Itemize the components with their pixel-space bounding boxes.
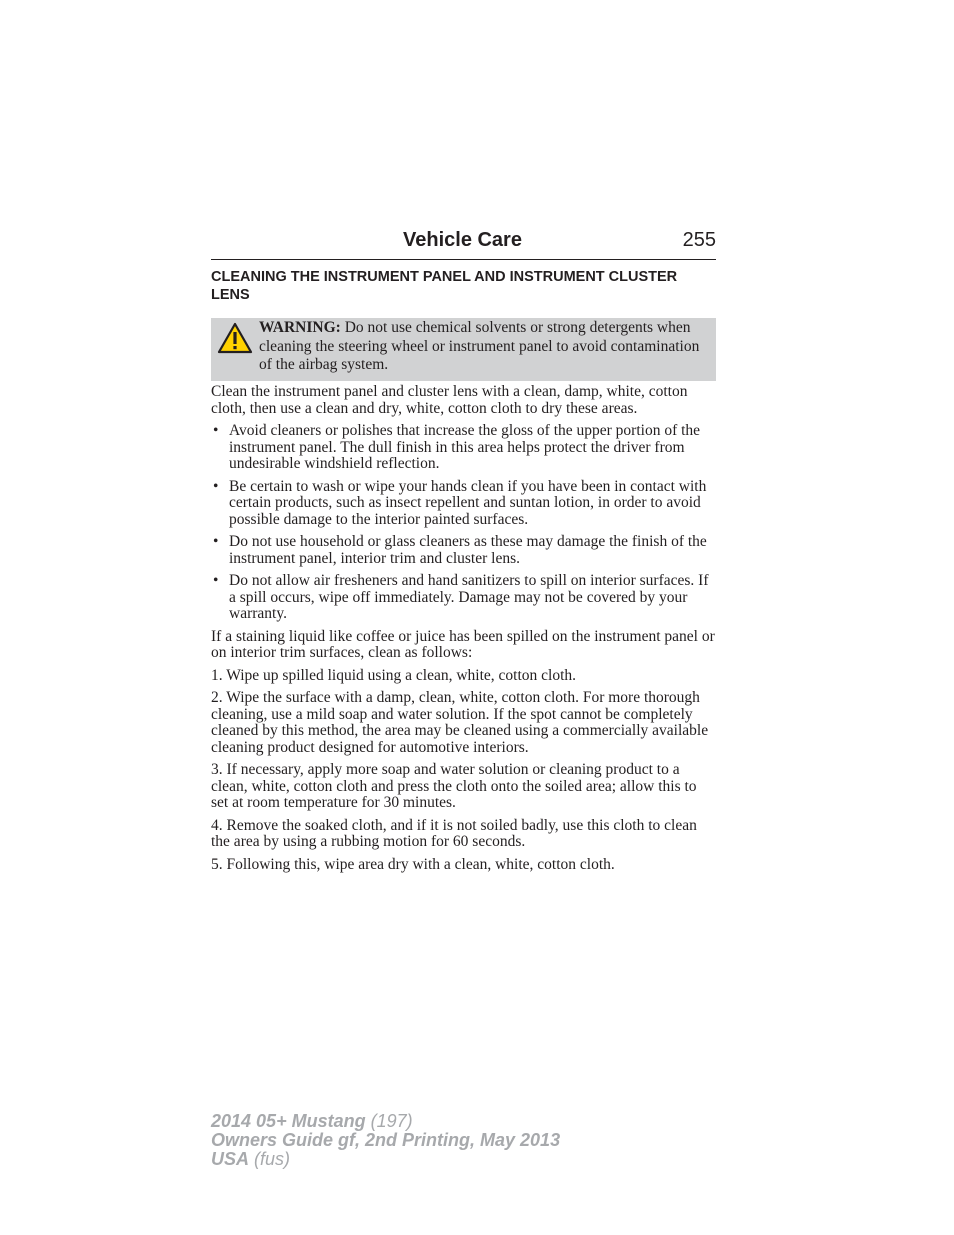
list-item: • Be certain to wash or wipe your hands clean if you have been in contact with certain products, such as insect repellent and suntan lotion, in order to avoid possible damage to the interior painted surfaces. [213, 477, 707, 528]
bullet-list [211, 423, 716, 623]
section-heading: CLEANING THE INSTRUMENT PANEL AND INSTRUMENT CLUSTER LENS [211, 269, 678, 303]
warning-triangle-icon [216, 321, 254, 357]
body-content [211, 384, 716, 879]
warning-box [211, 318, 716, 381]
step-item: 4. Remove the soaked cloth, and if it is not soiled badly, use this cloth to clean the area by using a rubbing motion for 60 seconds. [211, 816, 697, 850]
page-header [211, 229, 716, 260]
page-number: 255 [682, 229, 716, 251]
list-item: • Avoid cleaners or polishes that increase the gloss of the upper portion of the instrument panel. The dull finish in this area helps protect the driver from undesirable windshield reflection. [213, 422, 701, 472]
list-item: • Do not allow air fresheners and hand sanitizers to spill on interior surfaces. If a spill occurs, wipe off immediately. Damage may not be covered by your warranty. [213, 572, 709, 622]
footer-line-1: 2014 05+ Mustang (197) [211, 1111, 413, 1131]
step-item: 1. Wipe up spilled liquid using a clean, white, cotton cloth. [211, 666, 576, 684]
step-item: 2. Wipe the surface with a damp, clean, white, cotton cloth. For more thorough cleaning, use a mild soap and water solution. If the spot cannot be completely cleaned by this method, the area may be cleaned using a commercially available cleaning product designed for automotive interiors. [211, 689, 709, 756]
footer-line-2: Owners Guide gf, 2nd Printing, May 2013 [211, 1130, 561, 1150]
staining-intro: If a staining liquid like coffee or juice has been spilled on the instrument panel or on interior trim surfaces, clean as follows: [211, 627, 715, 661]
list-item: • Do not use household or glass cleaners as these may damage the finish of the instrument panel, interior trim and cluster lens. [213, 533, 707, 567]
footer-line-3: USA (fus) [211, 1149, 291, 1169]
warning-label: WARNING: [259, 319, 341, 336]
warning-text: Do not use chemical solvents or strong detergents when cleaning the steering wheel or instrument panel to avoid contamination of the airbag system. [259, 319, 700, 373]
section-title: Vehicle Care [403, 229, 522, 251]
page-footer [211, 1112, 560, 1169]
step-item: 3. If necessary, apply more soap and water solution or cleaning product to a clean, white, cotton cloth and press the cloth onto the soiled area; allow this to set at room temperature for 30 minutes. [211, 761, 697, 811]
step-item: 5. Following this, wipe area dry with a clean, white, cotton cloth. [211, 855, 615, 873]
intro-paragraph: Clean the instrument panel and cluster lens with a clean, damp, white, cotton cloth, then use a clean and dry, white, cotton cloth to dry these areas. [211, 383, 688, 417]
